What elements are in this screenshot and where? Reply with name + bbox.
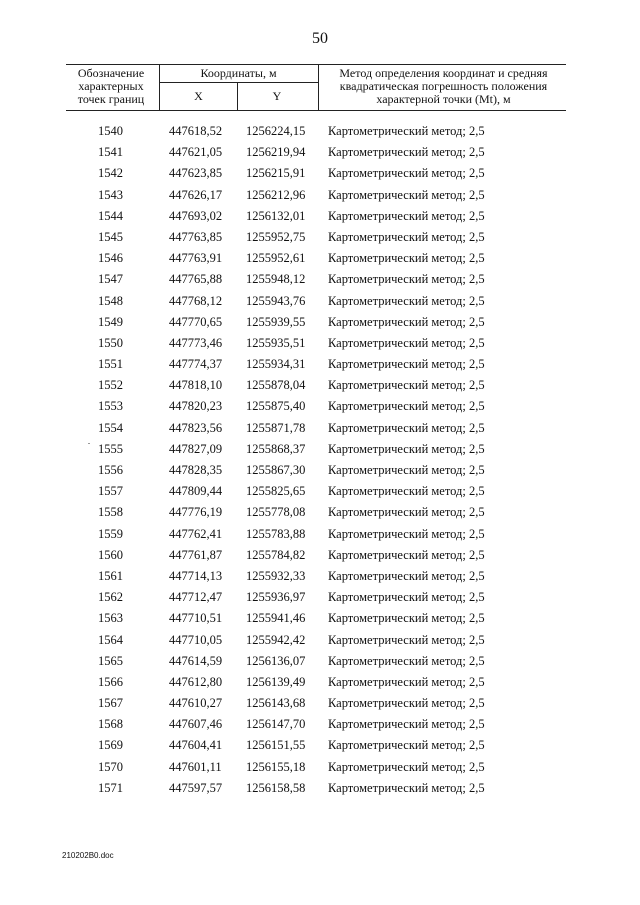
coord-y: 1255784,82 (246, 547, 306, 562)
point-number: 1558 (98, 505, 123, 520)
method: Картометрический метод; 2,5 (328, 251, 485, 266)
coord-x: 447626,17 (169, 187, 223, 202)
coord-y: 1255935,51 (246, 335, 306, 350)
coord-x: 447607,46 (169, 717, 223, 732)
method: Картометрический метод; 2,5 (328, 187, 485, 202)
point-number: 1557 (98, 484, 123, 499)
coord-y: 1255878,04 (246, 378, 306, 393)
table-row (0, 315, 640, 336)
table-row (0, 230, 640, 251)
coord-x: 447614,59 (169, 653, 223, 668)
point-number: 1567 (98, 696, 123, 711)
coord-x: 447610,27 (169, 696, 223, 711)
point-number: 1545 (98, 229, 123, 244)
point-number: 1549 (98, 314, 123, 329)
point-number: 1551 (98, 357, 123, 372)
header-method: Метод определения координат и средняя квадратическая погрешность положения характерной точки (Mt), м (339, 66, 548, 106)
method: Картометрический метод; 2,5 (328, 208, 485, 223)
header-y: Y (272, 89, 282, 103)
coord-x: 447827,09 (169, 441, 223, 456)
coord-x: 447712,47 (169, 590, 223, 605)
point-number: 1552 (98, 378, 123, 393)
coord-x: 447770,65 (169, 314, 223, 329)
method: Картометрический метод; 2,5 (328, 484, 485, 499)
table-row (0, 717, 640, 738)
page-number: 50 (312, 30, 328, 47)
coord-x: 447710,51 (169, 611, 223, 626)
coord-x: 447763,91 (169, 251, 223, 266)
coord-x: 447623,85 (169, 166, 223, 181)
table-header (66, 64, 566, 110)
method: Картометрический метод; 2,5 (328, 272, 485, 287)
coord-x: 447710,05 (169, 632, 223, 647)
point-number: 1546 (98, 251, 123, 266)
coord-y: 1255948,12 (246, 272, 306, 287)
method: Картометрический метод; 2,5 (328, 632, 485, 647)
coord-y: 1255875,40 (246, 399, 306, 414)
point-number: 1565 (98, 653, 123, 668)
point-number: 1562 (98, 590, 123, 605)
coord-y: 1255932,33 (246, 568, 306, 583)
method: Картометрический метод; 2,5 (328, 674, 485, 689)
table-row (0, 633, 640, 654)
header-coords-underline (159, 82, 319, 83)
coord-x: 447809,44 (169, 484, 223, 499)
coord-y: 1255825,65 (246, 484, 306, 499)
method: Картометрический метод; 2,5 (328, 717, 485, 732)
table-row (0, 399, 640, 420)
coord-x: 447763,85 (169, 229, 223, 244)
coord-x: 447768,12 (169, 293, 223, 308)
header-coordinates: Координаты, м (200, 66, 277, 80)
point-number: 1540 (98, 124, 123, 138)
coord-x: 447776,19 (169, 505, 223, 520)
coord-x: 447612,80 (169, 674, 223, 689)
coord-y: 1256155,18 (246, 759, 306, 774)
table-row (0, 463, 640, 484)
method: Картометрический метод; 2,5 (328, 738, 485, 753)
scan-speck (88, 443, 90, 444)
point-number: 1556 (98, 463, 123, 477)
method: Картометрический метод; 2,5 (328, 759, 485, 774)
point-number: 1544 (98, 208, 123, 223)
coord-y: 1255871,78 (246, 420, 306, 435)
table-row (0, 251, 640, 272)
point-number: 1542 (98, 166, 123, 181)
coord-y: 1255934,31 (246, 357, 306, 372)
point-number: 1566 (98, 674, 123, 689)
coordinates-table-body (0, 124, 640, 802)
coord-y: 1255942,42 (246, 632, 306, 647)
coord-x: 447714,13 (169, 568, 223, 583)
coord-x: 447823,56 (169, 420, 223, 435)
table-row (0, 611, 640, 632)
coord-x: 447597,57 (169, 780, 223, 795)
coord-y: 1256212,96 (246, 187, 306, 202)
method: Картометрический метод; 2,5 (328, 463, 485, 477)
table-row (0, 378, 640, 399)
table-row (0, 505, 640, 526)
method: Картометрический метод; 2,5 (328, 420, 485, 435)
coord-y: 1255936,97 (246, 590, 306, 605)
method: Картометрический метод; 2,5 (328, 145, 485, 160)
point-number: 1541 (98, 145, 123, 160)
method: Картометрический метод; 2,5 (328, 696, 485, 711)
point-number: 1570 (98, 759, 123, 774)
coord-y: 1256132,01 (246, 208, 306, 223)
coord-x: 447820,23 (169, 399, 223, 414)
coord-x: 447773,46 (169, 335, 223, 350)
coord-x: 447818,10 (169, 378, 223, 393)
coord-y: 1255943,76 (246, 293, 306, 308)
document-filename: 210202B0.doc (62, 851, 114, 860)
coord-y: 1256136,07 (246, 653, 306, 668)
point-number: 1547 (98, 272, 123, 287)
coord-y: 1256151,55 (246, 738, 306, 753)
point-number: 1550 (98, 335, 123, 350)
header-xy-divider (237, 82, 238, 111)
table-row (0, 484, 640, 505)
table-row (0, 124, 640, 145)
method: Картометрический метод; 2,5 (328, 293, 485, 308)
coord-x: 447762,41 (169, 526, 223, 541)
method: Картометрический метод; 2,5 (328, 229, 485, 244)
coord-x: 447618,52 (169, 124, 223, 138)
point-number: 1560 (98, 547, 123, 562)
coord-y: 1256224,15 (246, 124, 306, 138)
table-row (0, 209, 640, 230)
coord-y: 1256215,91 (246, 166, 306, 181)
point-number: 1559 (98, 526, 123, 541)
coord-y: 1255783,88 (246, 526, 306, 541)
method: Картометрический метод; 2,5 (328, 611, 485, 626)
table-row (0, 442, 640, 463)
point-number: 1554 (98, 420, 123, 435)
method: Картометрический метод; 2,5 (328, 399, 485, 414)
header-designation: Обозначение характерных точек границ (77, 66, 145, 106)
point-number: 1543 (98, 187, 123, 202)
coord-y: 1255867,30 (246, 463, 306, 477)
point-number: 1571 (98, 780, 123, 795)
coord-x: 447765,88 (169, 272, 223, 287)
point-number: 1569 (98, 738, 123, 753)
method: Картометрический метод; 2,5 (328, 335, 485, 350)
coord-y: 1256219,94 (246, 145, 306, 160)
coord-y: 1255952,61 (246, 251, 306, 266)
point-number: 1561 (98, 568, 123, 583)
method: Картометрический метод; 2,5 (328, 441, 485, 456)
method: Картометрический метод; 2,5 (328, 314, 485, 329)
coord-y: 1255941,46 (246, 611, 306, 626)
method: Картометрический метод; 2,5 (328, 124, 485, 138)
coord-y: 1256147,70 (246, 717, 306, 732)
point-number: 1555 (98, 441, 123, 456)
method: Картометрический метод; 2,5 (328, 357, 485, 372)
method: Картометрический метод; 2,5 (328, 547, 485, 562)
coord-x: 447761,87 (169, 547, 223, 562)
header-divider-2 (318, 64, 319, 111)
header-x: X (194, 89, 203, 103)
table-row (0, 294, 640, 315)
point-number: 1563 (98, 611, 123, 626)
coord-x: 447693,02 (169, 208, 223, 223)
coord-x: 447621,05 (169, 145, 223, 160)
method: Картометрический метод; 2,5 (328, 780, 485, 795)
coord-y: 1255778,08 (246, 505, 306, 520)
table-row (0, 527, 640, 548)
table-row (0, 166, 640, 187)
coord-y: 1256158,58 (246, 780, 306, 795)
table-row (0, 188, 640, 209)
point-number: 1564 (98, 632, 123, 647)
table-row (0, 272, 640, 293)
table-row (0, 781, 640, 802)
point-number: 1568 (98, 717, 123, 732)
method: Картометрический метод; 2,5 (328, 505, 485, 520)
method: Картометрический метод; 2,5 (328, 653, 485, 668)
table-row (0, 548, 640, 569)
table-row (0, 760, 640, 781)
coord-y: 1256139,49 (246, 674, 306, 689)
coord-x: 447604,41 (169, 738, 223, 753)
method: Картометрический метод; 2,5 (328, 378, 485, 393)
table-row (0, 569, 640, 590)
coord-y: 1255868,37 (246, 441, 306, 456)
table-row (0, 654, 640, 675)
table-row (0, 675, 640, 696)
table-row (0, 145, 640, 166)
coord-y: 1255939,55 (246, 314, 306, 329)
method: Картометрический метод; 2,5 (328, 526, 485, 541)
table-row (0, 696, 640, 717)
point-number: 1548 (98, 293, 123, 308)
point-number: 1553 (98, 399, 123, 414)
method: Картометрический метод; 2,5 (328, 590, 485, 605)
header-bottom-rule (66, 110, 566, 111)
method: Картометрический метод; 2,5 (328, 166, 485, 181)
table-row (0, 421, 640, 442)
header-divider-1 (159, 64, 160, 111)
coord-x: 447601,11 (169, 759, 222, 774)
table-row (0, 738, 640, 759)
coord-y: 1255952,75 (246, 229, 306, 244)
coord-y: 1256143,68 (246, 696, 306, 711)
table-row (0, 590, 640, 611)
coord-x: 447828,35 (169, 463, 223, 477)
coord-x: 447774,37 (169, 357, 223, 372)
header-top-rule (66, 64, 566, 65)
table-row (0, 336, 640, 357)
method: Картометрический метод; 2,5 (328, 568, 485, 583)
table-row (0, 357, 640, 378)
